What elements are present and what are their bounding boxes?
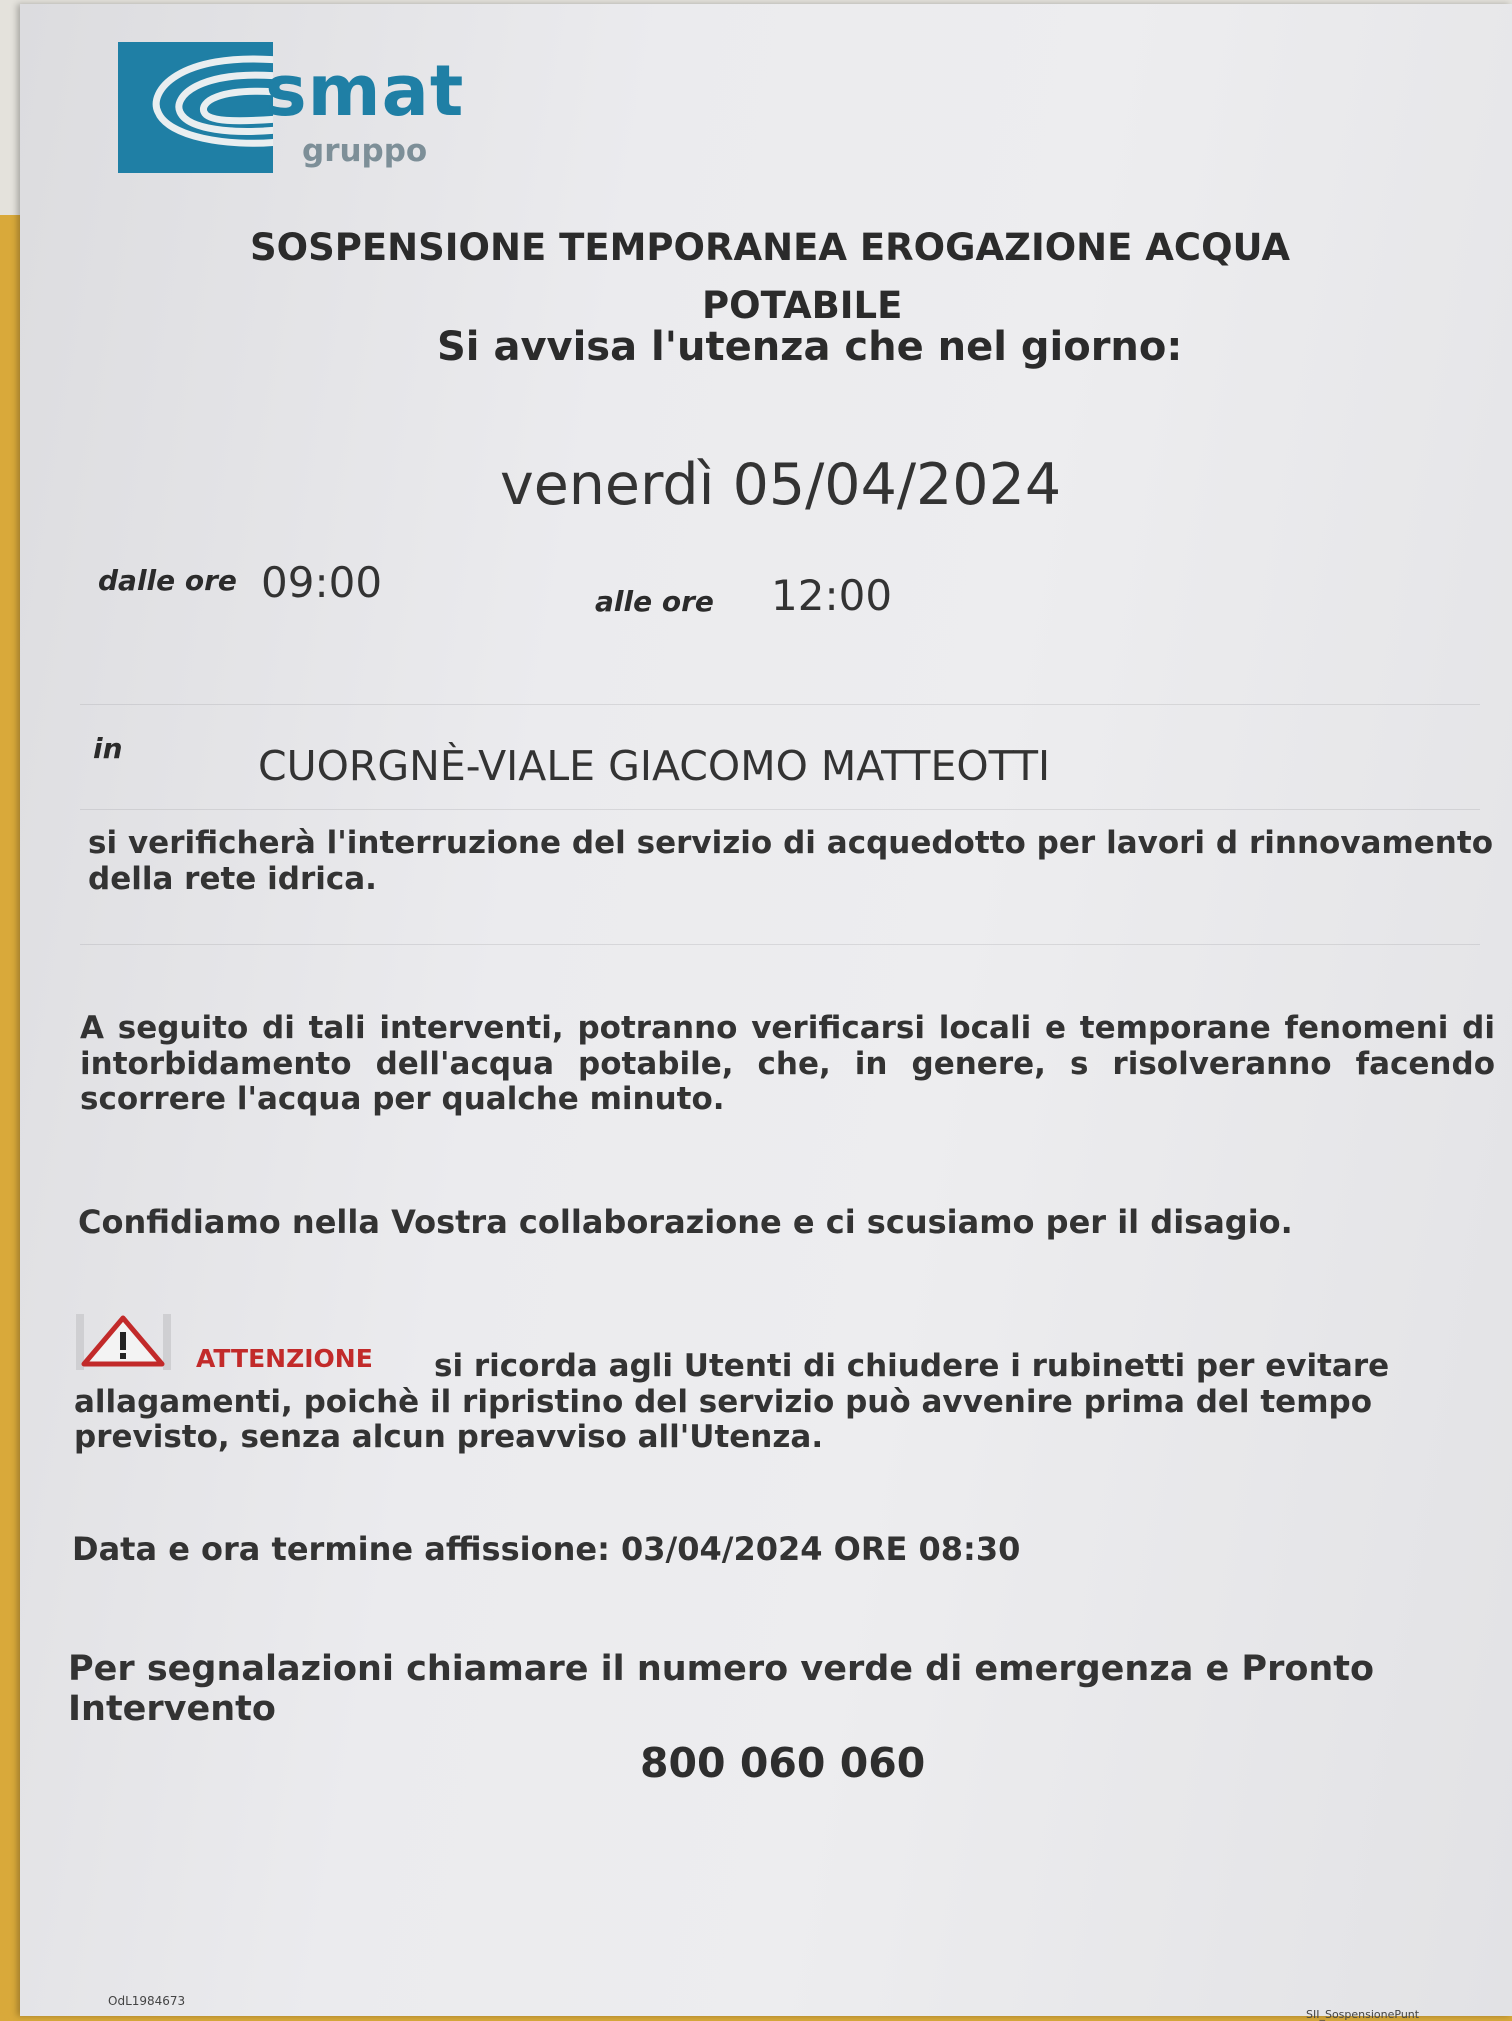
interruption-paragraph: si verificherà l'interruzione del servizio di acquedotto per lavori d rinnovamento della rete idrica.: [88, 825, 1493, 897]
notice-subtitle: Si avvisa l'utenza che nel giorno:: [437, 324, 1183, 370]
logo-subtitle: gruppo: [302, 133, 428, 169]
notice-paper: [20, 4, 1512, 2021]
attention-label: ATTENZIONE: [196, 1344, 373, 1373]
from-time: 09:00: [261, 558, 383, 607]
smat-logo-icon: [118, 42, 273, 173]
apology-paragraph: Confidiamo nella Vostra collaborazione e ci scusiamo per il disagio.: [78, 1203, 1293, 1241]
attention-paragraph: si ricorda agli Utenti di chiudere i rubinetti per evitare allagamenti, poichè il ripristino del servizio può avvenire prima del tempo previsto, senza alcun preavviso all'Utenza.: [74, 1348, 1390, 1456]
from-label: dalle ore: [98, 564, 237, 597]
notice-title-line2: POTABILE: [702, 284, 903, 327]
to-time: 12:00: [771, 571, 893, 620]
notice-title: SOSPENSIONE TEMPORANEA EROGAZIONE ACQUA: [250, 226, 1291, 269]
divider: [80, 704, 1480, 705]
turbidity-paragraph: A seguito di tali interventi, potranno verificarsi locali e temporane fenomeni di intorbidamento dell'acqua potabile, che, in genere, s risolveranno facendo scorrere l'acqua per qualche minuto.: [80, 1010, 1495, 1118]
report-instructions: Per segnalazioni chiamare il numero verde di emergenza e Pronto Intervento: [68, 1649, 1375, 1730]
divider: [80, 809, 1480, 810]
in-label: in: [93, 732, 123, 765]
emergency-phone-number: 800 060 060: [640, 1739, 926, 1787]
to-label: alle ore: [595, 585, 714, 618]
location: CUORGNÈ-VIALE GIACOMO MATTEOTTI: [258, 742, 1051, 790]
logo-wordmark: smat: [265, 50, 465, 132]
suspension-date: venerdì 05/04/2024: [500, 452, 1062, 518]
footer-code-right: SII_SospensionePunt: [1306, 2008, 1420, 2021]
posting-end-date: Data e ora termine affissione: 03/04/2024 ORE 08:30: [72, 1530, 1021, 1568]
footer-code-left: OdL1984673: [108, 1994, 186, 2008]
divider: [80, 944, 1480, 945]
